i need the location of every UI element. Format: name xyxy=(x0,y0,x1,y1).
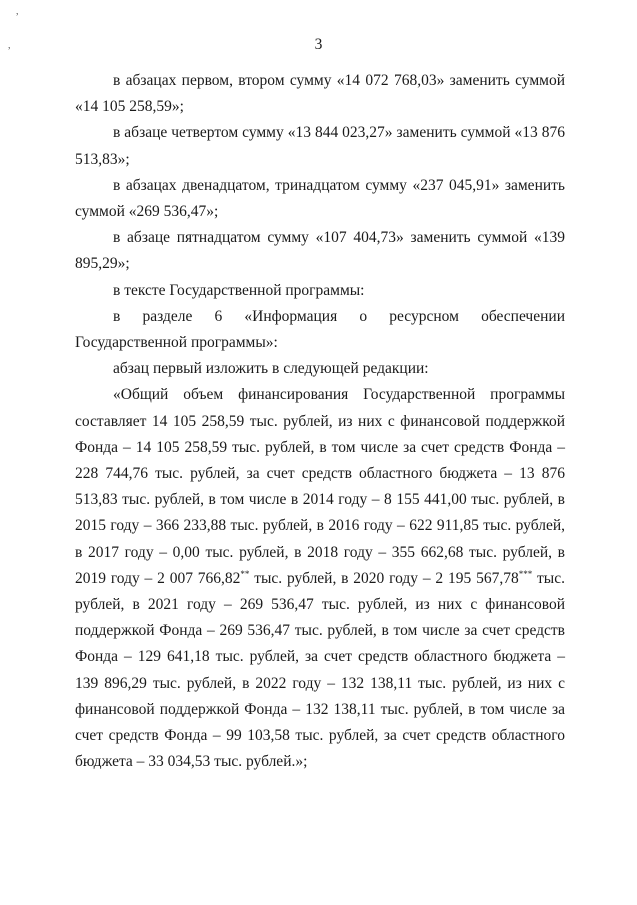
paragraph-amendment-2: в абзаце четвертом сумму «13 844 023,27» заменить суммой «13 876 513,83»; xyxy=(75,124,565,168)
scan-mark-top: , xyxy=(16,6,19,17)
paragraph-new-edition: абзац первый изложить в следующей редакции: xyxy=(113,360,429,378)
paragraph-program-text: в тексте Государственной программы: xyxy=(113,281,365,299)
paragraph-funding-quote xyxy=(75,382,565,775)
page-number: 3 xyxy=(314,36,323,53)
funding-text-part-1: «Общий объем финансирования Государственной программы составляет 14 105 258,59 тыс. рублей, из них с финансовой поддержкой Фонда – 14 105 258,59 тыс. рублей, в том числе за счет средств Фонда – 228 744,76 тыс. рублей, за счет средств областного бюджета – 13 876 513,83 тыс. рублей, в том числе в 2014 году – 8 155 441,00 тыс. рублей, в 2015 году – 366 233,88 тыс. рублей, в 2016 году – 622 911,85 тыс. рублей, в 2017 году – 0,00 тыс. рублей, в 2018 году – 355 662,68 тыс. рублей, в 2019 году – 2 007 766,82 xyxy=(75,386,565,587)
scan-mark-left: , xyxy=(8,40,11,51)
document-body xyxy=(75,68,565,775)
paragraph-amendment-4: в абзаце пятнадцатом сумму «107 404,73» заменить суммой «139 895,29»; xyxy=(75,229,565,273)
funding-text-part-2: тыс. рублей, в 2020 году – 2 195 567,78 xyxy=(249,569,519,587)
footnote-marker-2019: ** xyxy=(240,568,250,579)
paragraph-amendment-1: в абзацах первом, втором сумму «14 072 768,03» заменить суммой «14 105 258,59»; xyxy=(75,72,565,116)
paragraph-section-6: в разделе 6 «Информация о ресурсном обеспечении Государственной программы»: xyxy=(75,307,565,352)
paragraph-amendment-3: в абзацах двенадцатом, тринадцатом сумму «237 045,91» заменить суммой «269 536,47»; xyxy=(75,176,565,221)
funding-text-part-3: тыс. рублей, в 2021 году – 269 536,47 тыс. рублей, из них с финансовой поддержкой Фонда – 269 536,47 тыс. рублей, в том числе за счет средств Фонда – 129 641,18 тыс. рублей, за счет средств областного бюджета – 139 896,29 тыс. рублей, в 2022 году – 132 138,11 тыс. рублей, из них с финансовой поддержкой Фонда – 132 138,11 тыс. рублей, в том числе за счет средств Фонда – 99 103,58 тыс. рублей, за счет средств областного бюджета – 33 034,53 тыс. рублей.»; xyxy=(75,569,565,771)
footnote-marker-2020: *** xyxy=(518,568,533,579)
